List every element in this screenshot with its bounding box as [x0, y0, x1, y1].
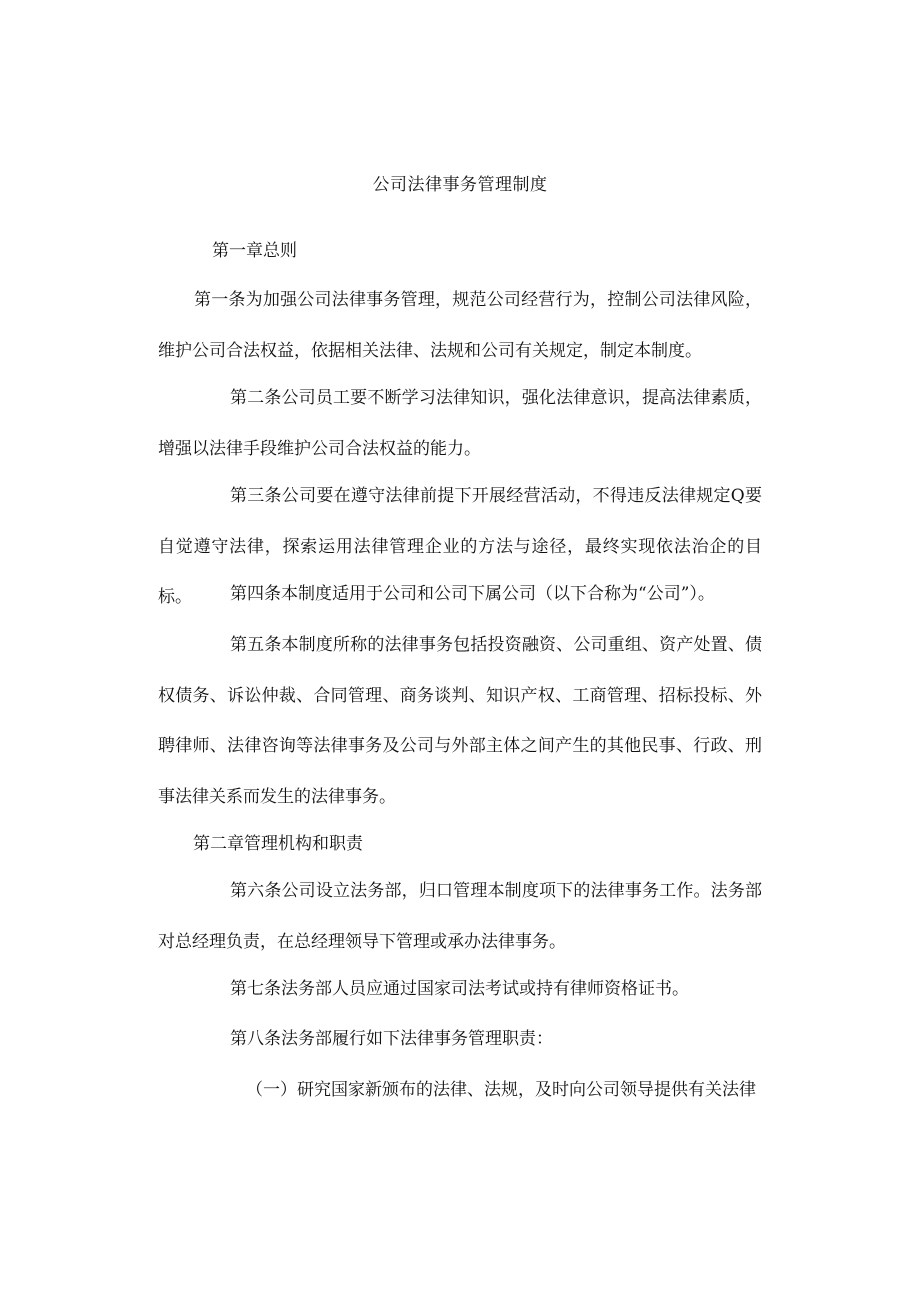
article-2: 第二条公司员工要不断学习法律知识，强化法律意识，提高法律素质，增强以法律手段维护公司合法权益的能力。 — [158, 388, 762, 459]
article-7: 第七条法务部人员应通过国家司法考试或持有律师资格证书。 — [230, 979, 689, 999]
chapter-heading-1: 第一章总则 — [212, 241, 297, 261]
article-1: 第一条为加强公司法律事务管理，规范公司经营行为，控制公司法律风险，维护公司合法权益，依据相关法律、法规和公司有关规定，制定本制度。 — [158, 290, 762, 361]
article-8: 第八条法务部履行如下法律事务管理职责： — [230, 1029, 553, 1049]
article-4: 第四条本制度适用于公司和公司下属公司（以下合称为“公司”）。 — [230, 584, 715, 604]
document-title: 公司法律事务管理制度 — [372, 175, 548, 195]
list-item-1: （一）研究国家新颁布的法律、法规，及时向公司领导提供有关法律 — [246, 1080, 756, 1100]
chapter-heading-2: 第二章管理机构和职责 — [193, 834, 363, 854]
article-6: 第六条公司设立法务部，归口管理本制度项下的法律事务工作。法务部对总经理负责，在总经理领导下管理或承办法律事务。 — [158, 881, 762, 952]
article-3: 第三条公司要在遵守法律前提下开展经营活动，不得违反法律规定Q要自觉遵守法律，探索运用法律管理企业的方法与途径，最终实现依法治企的目标。 — [158, 486, 762, 607]
article-5: 第五条本制度所称的法律事务包括投资融资、公司重组、资产处置、债权债务、诉讼仲裁、合同管理、商务谈判、知识产权、工商管理、招标投标、外聘律师、法律咨询等法律事务及公司与外部主体之间产生的其他民事、行政、刑事法律关系而发生的法律事务。 — [158, 635, 762, 807]
